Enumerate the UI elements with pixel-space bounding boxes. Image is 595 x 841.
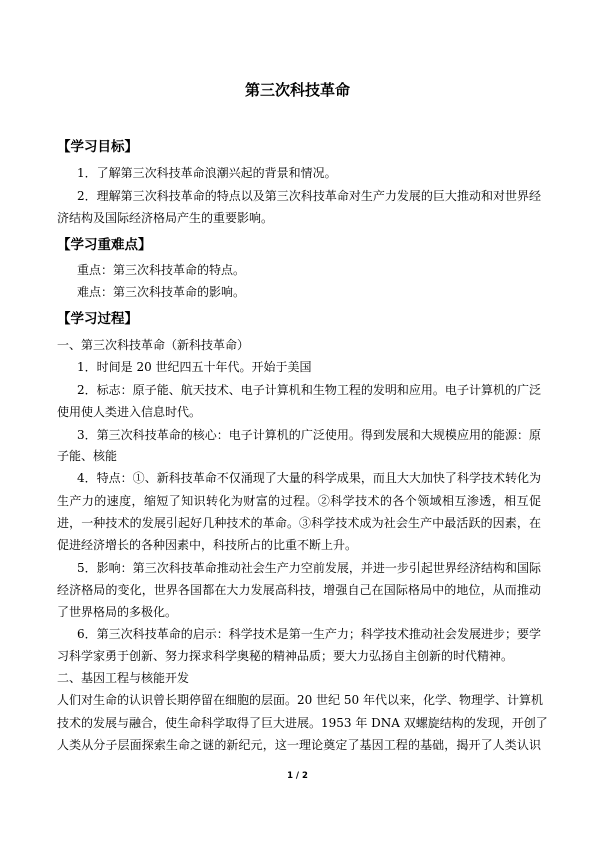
process-paragraph-1: 1．时间是 20 世纪四五十年代。开始于美国 (77, 360, 312, 374)
objective-item-2-line-1: 2．理解第三次科技革命的特点以及第三次科技革命对生产力发展的巨大推动和对世界经 (77, 189, 541, 203)
objective-item-2-line-2: 济结构及国际经济格局产生的重要影响。 (57, 211, 274, 225)
process-paragraph-7-line-2: 技术的发展与融合，使生命科学取得了巨大进展。1953 年 DNA 双螺旋结构的发现，开创了 (57, 716, 548, 730)
process-paragraph-6-line-1: 6．第三次科技革命的启示：科学技术是第一生产力；科学技术推动社会发展进步；要学 (77, 627, 541, 641)
page-title: 第三次科技革命 (244, 81, 350, 99)
process-paragraph-5-line-3: 了世界格局的多极化。 (57, 605, 178, 619)
process-paragraph-4-line-2: 生产力的速度，缩短了知识转化为财富的过程。②科学技术的各个领域相互渗透，相互促 (57, 494, 541, 508)
key-point-focus: 重点：第三次科技革命的特点。 (77, 263, 246, 277)
heading-key-points: 【学习重难点】 (57, 237, 152, 253)
process-paragraph-3-line-1: 3．第三次科技革命的核心：电子计算机的广泛使用。得到发展和大规模应用的能源：原 (77, 428, 541, 442)
process-paragraph-2-line-2: 使用使人类进入信息时代。 (57, 405, 202, 419)
process-paragraph-2-line-1: 2．标志：原子能、航天技术、电子计算机和生物工程的发明和应用。电子计算机的广泛 (77, 383, 541, 397)
key-point-difficulty: 难点：第三次科技革命的影响。 (77, 285, 246, 299)
process-paragraph-7-line-1: 人们对生命的认识曾长期停留在细胞的层面。20 世纪 50 年代以来，化学、物理学、计算机 (57, 693, 543, 707)
part-2-title: 二、基因工程与核能开发 (57, 671, 190, 685)
heading-objectives: 【学习目标】 (57, 139, 138, 155)
process-paragraph-4-line-4: 促进经济增长的各种因素中，科技所占的比重不断上升。 (57, 538, 358, 552)
part-1-title: 一、第三次科技革命（新科技革命） (57, 338, 250, 352)
objective-item-1: 1．了解第三次科技革命浪潮兴起的背景和情况。 (77, 166, 337, 180)
heading-process: 【学习过程】 (57, 311, 138, 327)
process-paragraph-7-line-3: 人类从分子层面探索生命之谜的新纪元，这一理论奠定了基因工程的基础，揭开了人类认识 (57, 738, 541, 752)
process-paragraph-4-line-1: 4．特点：①、新科技革命不仅涌现了大量的科学成果，而且大大加快了科学技术转化为 (77, 471, 541, 485)
process-paragraph-4-line-3: 进，一种技术的发展引起好几种技术的革命。③科学技术成为社会生产中最活跃的因素，在 (57, 516, 541, 530)
process-paragraph-5-line-1: 5．影响：第三次科技革命推动社会生产力空前发展，并进一步引起世界经济结构和国际 (77, 561, 541, 575)
process-paragraph-5-line-2: 经济格局的变化，世界各国都在大力发展高科技，增强自己在国际格局中的地位，从而推动 (57, 583, 541, 597)
page-number: 1 / 2 (287, 771, 308, 781)
process-paragraph-6-line-2: 习科学家勇于创新、努力探求科学奥秘的精神品质；要大力弘扬自主创新的时代精神。 (57, 649, 514, 663)
process-paragraph-3-line-2: 子能、核能 (57, 449, 118, 463)
